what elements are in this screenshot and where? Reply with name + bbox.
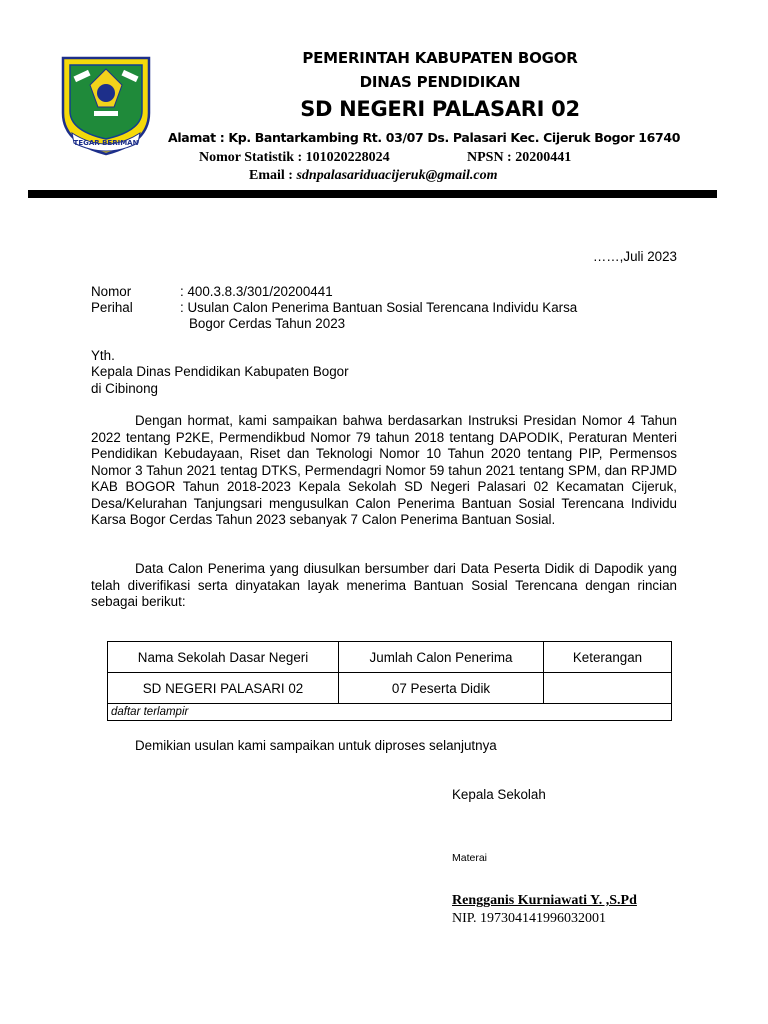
perihal-line-1: : Usulan Calon Penerima Bantuan Sosial Terencana Individu Karsa	[180, 300, 578, 315]
signer-nip: NIP. 197304141996032001	[452, 911, 607, 926]
email-value: sdnpalasariduacijeruk@gmail.com	[296, 168, 498, 183]
candidate-table	[107, 641, 672, 721]
bogor-crest-logo	[60, 55, 152, 157]
table-header-cell: Jumlah Calon Penerima	[339, 642, 544, 673]
table-header-cell: Nama Sekolah Dasar Negeri	[108, 642, 339, 673]
header-nomor-statistik: Nomor Statistik : 101020228024	[199, 150, 390, 165]
header-department: DINAS PENDIDIKAN	[359, 73, 521, 91]
header-address: Alamat : Kp. Bantarkambing Rt. 03/07 Ds. Palasari Kec. Cijeruk Bogor 16740	[168, 130, 681, 145]
table-cell: SD NEGERI PALASARI 02	[108, 673, 339, 704]
table-row	[108, 673, 672, 704]
svg-text:TEGAR BERIMAN: TEGAR BERIMAN	[73, 139, 139, 147]
perihal-label: Perihal	[91, 300, 133, 315]
body-paragraph-1: Dengan hormat, kami sampaikan bahwa berdasarkan Instruksi Presidan Nomor 4 Tahun 2022 tentang P2KE, Permendikbud Nomor 79 tahun 2018 tentang DAPODIK, Peraturan Menteri Pendidikan Kebudayaan, Riset dan Teknologi Nomor 10 Tahun 2020 tentang PIP, Permensos Nomor 3 Tahun 2021 tentag DTKS, Permendagri Nomor 59 tahun 2021 tentang SPM, dan RPJMD KAB BOGOR Tahun 2018-2023 Kepala Sekolah SD Negeri Palasari 02 Kecamatan Cijeruk, Desa/Kelurahan Tanjungsari mengusulkan Calon Penerima Bantuan Sosial Terencana Individu Karsa Bogor Cerdas Tahun 2023 sebanyak 7 Calon Penerima Bantuan Sosial.	[91, 413, 677, 527]
email-label: Email :	[249, 168, 297, 183]
table-note: daftar terlampir	[108, 704, 672, 721]
recipient-location: di Cibinong	[91, 381, 158, 396]
materai-label: Materai	[452, 852, 488, 864]
salutation-yth: Yth.	[91, 348, 115, 363]
header-school-name: SD NEGERI PALASARI 02	[300, 97, 580, 121]
nomor-value: : 400.3.8.3/301/20200441	[180, 284, 333, 299]
body-paragraph-2: Data Calon Penerima yang diusulkan bersumber dari Data Peserta Didik di Dapodik yang telah diverifikasi serta dinyatakan layak menerima Bantuan Sosial Terencana dengan rincian sebagai berikut:	[91, 561, 677, 609]
header-divider	[28, 190, 717, 198]
header-email	[249, 168, 498, 184]
table-note-row	[108, 704, 672, 721]
table-header-row	[108, 642, 672, 673]
table-cell: 07 Peserta Didik	[339, 673, 544, 704]
table-cell	[544, 673, 672, 704]
signer-name: Rengganis Kurniawati Y. ,S.Pd	[452, 893, 637, 908]
table-header-cell: Keterangan	[544, 642, 672, 673]
closing-sentence: Demikian usulan kami sampaikan untuk diproses selanjutnya	[135, 738, 497, 753]
header-npsn: NPSN : 20200441	[467, 150, 572, 165]
sign-title: Kepala Sekolah	[452, 787, 546, 802]
recipient-name: Kepala Dinas Pendidikan Kabupaten Bogor	[91, 364, 349, 379]
header-government: PEMERINTAH KABUPATEN BOGOR	[302, 49, 578, 67]
letter-date: ……,Juli 2023	[592, 249, 677, 264]
nomor-label: Nomor	[91, 284, 132, 299]
perihal-line-2: Bogor Cerdas Tahun 2023	[189, 316, 346, 331]
